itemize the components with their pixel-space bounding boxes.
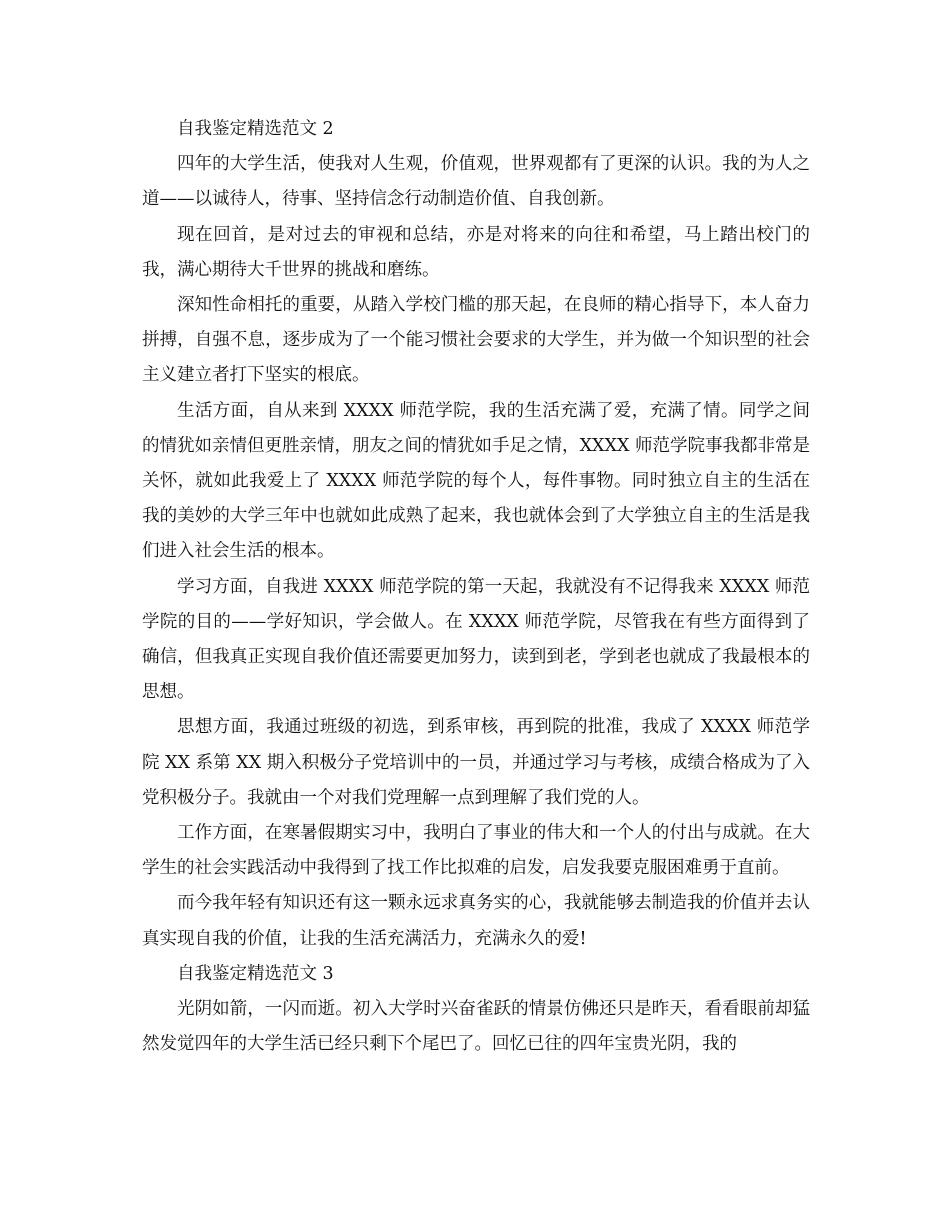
section-heading: 自我鉴定精选范文 3	[177, 963, 334, 984]
paragraph: 生活方面，自从来到 XXXX 师范学院，我的生活充满了爱，充满了情。同学之间的情犹如亲情但更胜亲情，朋友之间的情犹如手足之情，XXXX 师范学院事我都非常是关怀，就如此我爱上了 XXXX 师范学院的每个人，每件事物。同时独立自主的生活在我的美妙的大学三年中也就如此成熟了起来，我也就体会到了大学独立自主的生活是我们进入社会生活的根本。	[142, 400, 810, 562]
paragraph: 工作方面，在寒暑假期实习中，我明白了事业的伟大和一个人的付出与成就。在大学生的社会实践活动中我得到了找工作比拟难的启发，启发我要克服困难勇于直前。	[142, 823, 810, 879]
paragraph: 学习方面，自我进 XXXX 师范学院的第一天起，我就没有不记得我来 XXXX 师范学院的目的——学好知识，学会做人。在 XXXX 师范学院，尽管我在有些方面得到了确信，但我真正实现自我价值还需要更加努力，读到到老，学到老也就成了我最根本的思想。	[142, 576, 810, 703]
paragraph: 而今我年轻有知识还有这一颗永远求真务实的心，我就能够去制造我的价值并去认真实现自我的价值，让我的生活充满活力，充满永久的爱!	[142, 893, 810, 949]
paragraph: 四年的大学生活，使我对人生观，价值观，世界观都有了更深的认识。我的为人之道——以诚待人，待事、坚持信念行动制造价值、自我创新。	[142, 154, 810, 210]
paragraph: 现在回首，是对过去的审视和总结，亦是对将来的向往和希望，马上踏出校门的我，满心期待大千世界的挑战和磨练。	[142, 224, 810, 280]
paragraph: 思想方面，我通过班级的初选，到系审核，再到院的批准，我成了 XXXX 师范学院 XX 系第 XX 期入积极分子党培训中的一员，并通过学习与考核，成绩合格成为了入党积极分子。我就由一个对我们党理解一点到理解了我们党的人。	[142, 717, 810, 808]
paragraph: 光阴如箭，一闪而逝。初入大学时兴奋雀跃的情景仿佛还只是昨天，看看眼前却猛然发觉四年的大学生活已经只剩下个尾巴了。回忆已往的四年宝贵光阴，我的	[142, 999, 810, 1055]
document-page	[142, 112, 810, 1062]
paragraph: 深知性命相托的重要，从踏入学校门槛的那天起，在良师的精心指导下，本人奋力拼搏，自强不息，逐步成为了一个能习惯社会要求的大学生，并为做一个知识型的社会主义建立者打下坚实的根底。	[142, 295, 810, 386]
section-heading: 自我鉴定精选范文 2	[177, 119, 334, 139]
